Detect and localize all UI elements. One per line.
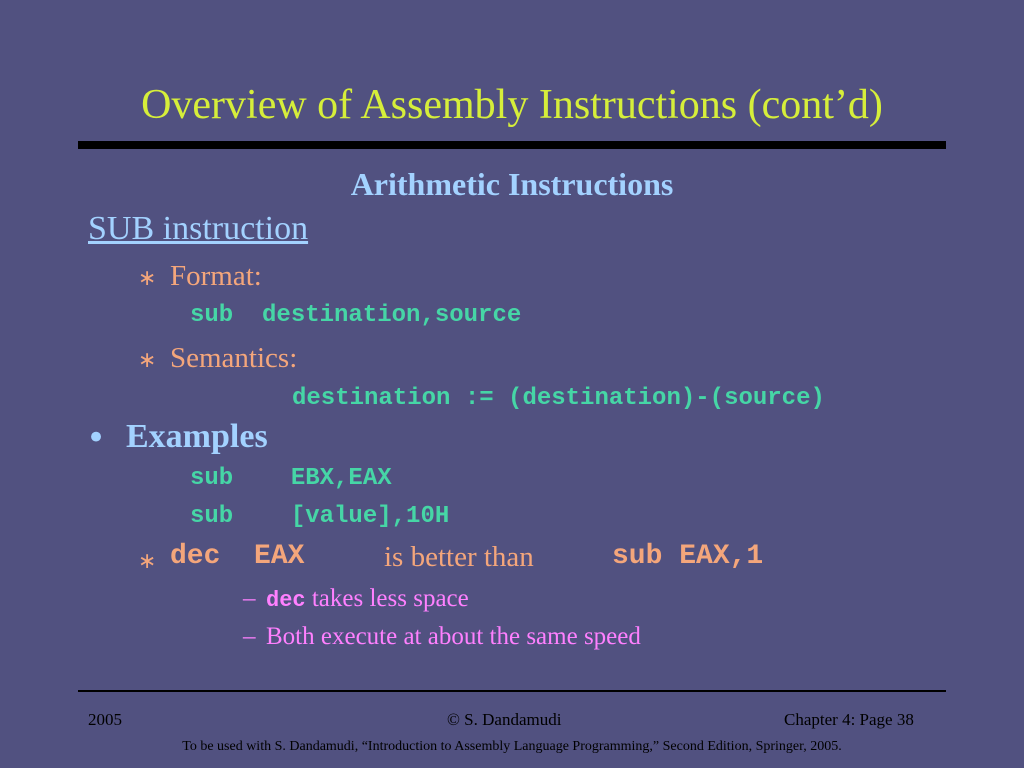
slide-title: Overview of Assembly Instructions (cont’d) <box>141 82 883 128</box>
footer-author: © S. Dandamudi <box>447 710 562 729</box>
semantics-label: Semantics: <box>170 342 298 374</box>
star-bullet-icon: ∗ <box>138 348 157 373</box>
footer-divider <box>78 690 946 692</box>
sub-instruction-link[interactable]: SUB instruction <box>88 210 309 247</box>
round-bullet-icon: • <box>86 418 107 458</box>
format-label: Format: <box>170 260 262 292</box>
example-line: sub [value],10H <box>190 503 450 530</box>
sub-bullet-text: takes less space <box>305 585 469 612</box>
dash-bullet-icon: – <box>243 585 256 612</box>
section-heading: Arithmetic Instructions <box>350 166 674 202</box>
footer-page: Chapter 4: Page 38 <box>784 710 914 729</box>
sub-bullet-code: dec <box>266 588 306 613</box>
sub-bullet-speed: Both execute at about the same speed <box>266 623 641 650</box>
sub-code: sub EAX,1 <box>612 541 764 572</box>
dec-code: dec EAX <box>170 541 305 572</box>
examples-heading: Examples <box>126 418 268 455</box>
comparison-text: is better than <box>384 541 534 573</box>
example-line: sub EBX,EAX <box>190 465 392 492</box>
title-divider <box>78 141 946 149</box>
star-bullet-icon: ∗ <box>138 549 157 574</box>
footer-year: 2005 <box>88 710 122 729</box>
format-code: sub destination,source <box>190 302 522 329</box>
star-bullet-icon: ∗ <box>138 266 157 291</box>
footer-credit: To be used with S. Dandamudi, “Introduction to Assembly Language Programming,” Second Edition, Springer, 2005. <box>182 739 842 754</box>
dash-bullet-icon: – <box>243 623 256 650</box>
sub-bullet-space <box>266 584 469 616</box>
semantics-code: destination := (destination)-(source) <box>292 385 825 412</box>
